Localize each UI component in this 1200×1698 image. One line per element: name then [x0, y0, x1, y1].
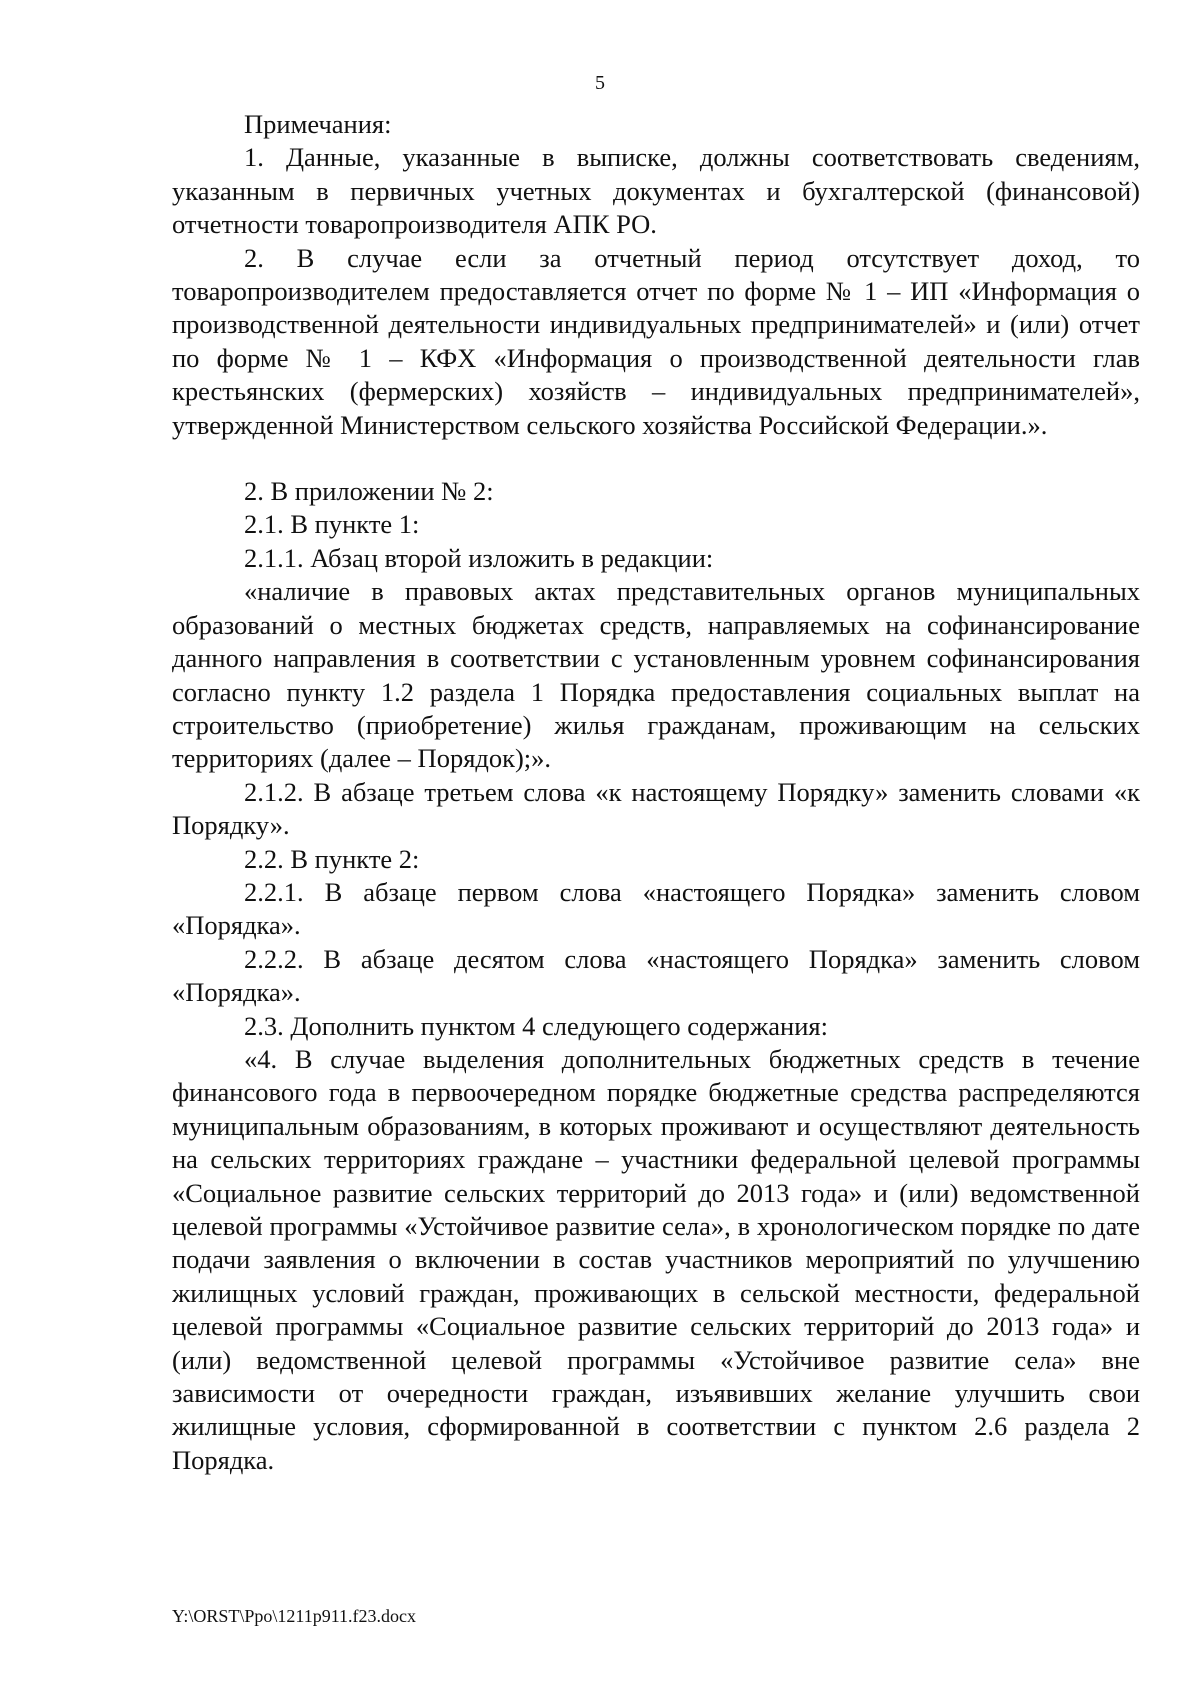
clause-2-2-1: 2.2.1. В абзаце первом слова «настоящего Порядка» заменить словом «Порядка». [172, 876, 1140, 941]
appendix-2-heading: 2. В приложении № 2: [244, 476, 494, 507]
note-1: 1. Данные, указанные в выписке, должны соответствовать сведениям, указанным в первичных учетных документах и бухгалтерской (финансовой) отчетности товаропроизводителя АПК РО. [172, 142, 1140, 240]
file-path-footer: Y:\ORST\Ppo\1211p911.f23.docx [172, 1606, 417, 1626]
clause-2-1: 2.1. В пункте 1: [244, 509, 420, 540]
note-2: 2. В случае если за отчетный период отсутствует доход, то товаропроизводителем предоставляется отчет по форме № 1 – ИП «Информация о производственной деятельности индивидуальных предпринимателей» и (или) отчет по форме № 1 – КФХ «Информация о производственной деятельности глав крестьянских (фермерских) хозяйств – индивидуальных предпринимателей», утвержденной Министерством сельского хозяйства Российской Федерации.». [172, 242, 1140, 440]
clause-2-1-2: 2.1.2. В абзаце третьем слова «к настоящему Порядку» заменить словами «к Порядку». [172, 776, 1140, 841]
clause-2-1-1: 2.1.1. Абзац второй изложить в редакции: [244, 542, 714, 573]
clause-2-2-2: 2.2.2. В абзаце десятом слова «настоящего Порядка» заменить словом «Порядка». [172, 943, 1140, 1008]
notes-heading: Примечания: [244, 109, 392, 139]
clause-2-2: 2.2. В пункте 2: [244, 843, 420, 874]
clause-4-text: «4. В случае выделения дополнительных бюджетных средств в течение финансового года в первоочередном порядке бюджетные средства распределяются муниципальным образованиям, в которых проживают и осуществляют деятельность на сельских территориях граждане – участники федеральной целевой программы «Социальное развитие сельских территорий до 2013 года» и (или) ведомственной целевой программы «Устойчивое развитие села», в хронологическом порядке по дате подачи заявления о включении в состав участников мероприятий по улучшению жилищных условий граждан, проживающих в сельской местности, федеральной целевой программы «Социальное развитие сельских территорий до 2013 года» и (или) ведомственной целевой программы «Устойчивое развитие села» вне зависимости от очередности граждан, изъявивших желание улучшить свои жилищные условия, сформированной в соответствии с пунктом 2.6 раздела 2 Порядка. [172, 1043, 1140, 1475]
page-number: 5 [595, 72, 605, 94]
clause-2-1-1-text: «наличие в правовых актах представительных органов муниципальных образований о местных бюджетах средств, направляемых на софинансирование данного направления в соответствии с установленным уровнем софинансирования согласно пункту 1.2 раздела 1 Порядка предоставления социальных выплат на строительство (приобретение) жилья гражданам, проживающим на сельских территориях (далее – Порядок);». [172, 576, 1140, 774]
document-body [172, 108, 1140, 1477]
clause-2-3: 2.3. Дополнить пунктом 4 следующего содержания: [244, 1010, 828, 1041]
